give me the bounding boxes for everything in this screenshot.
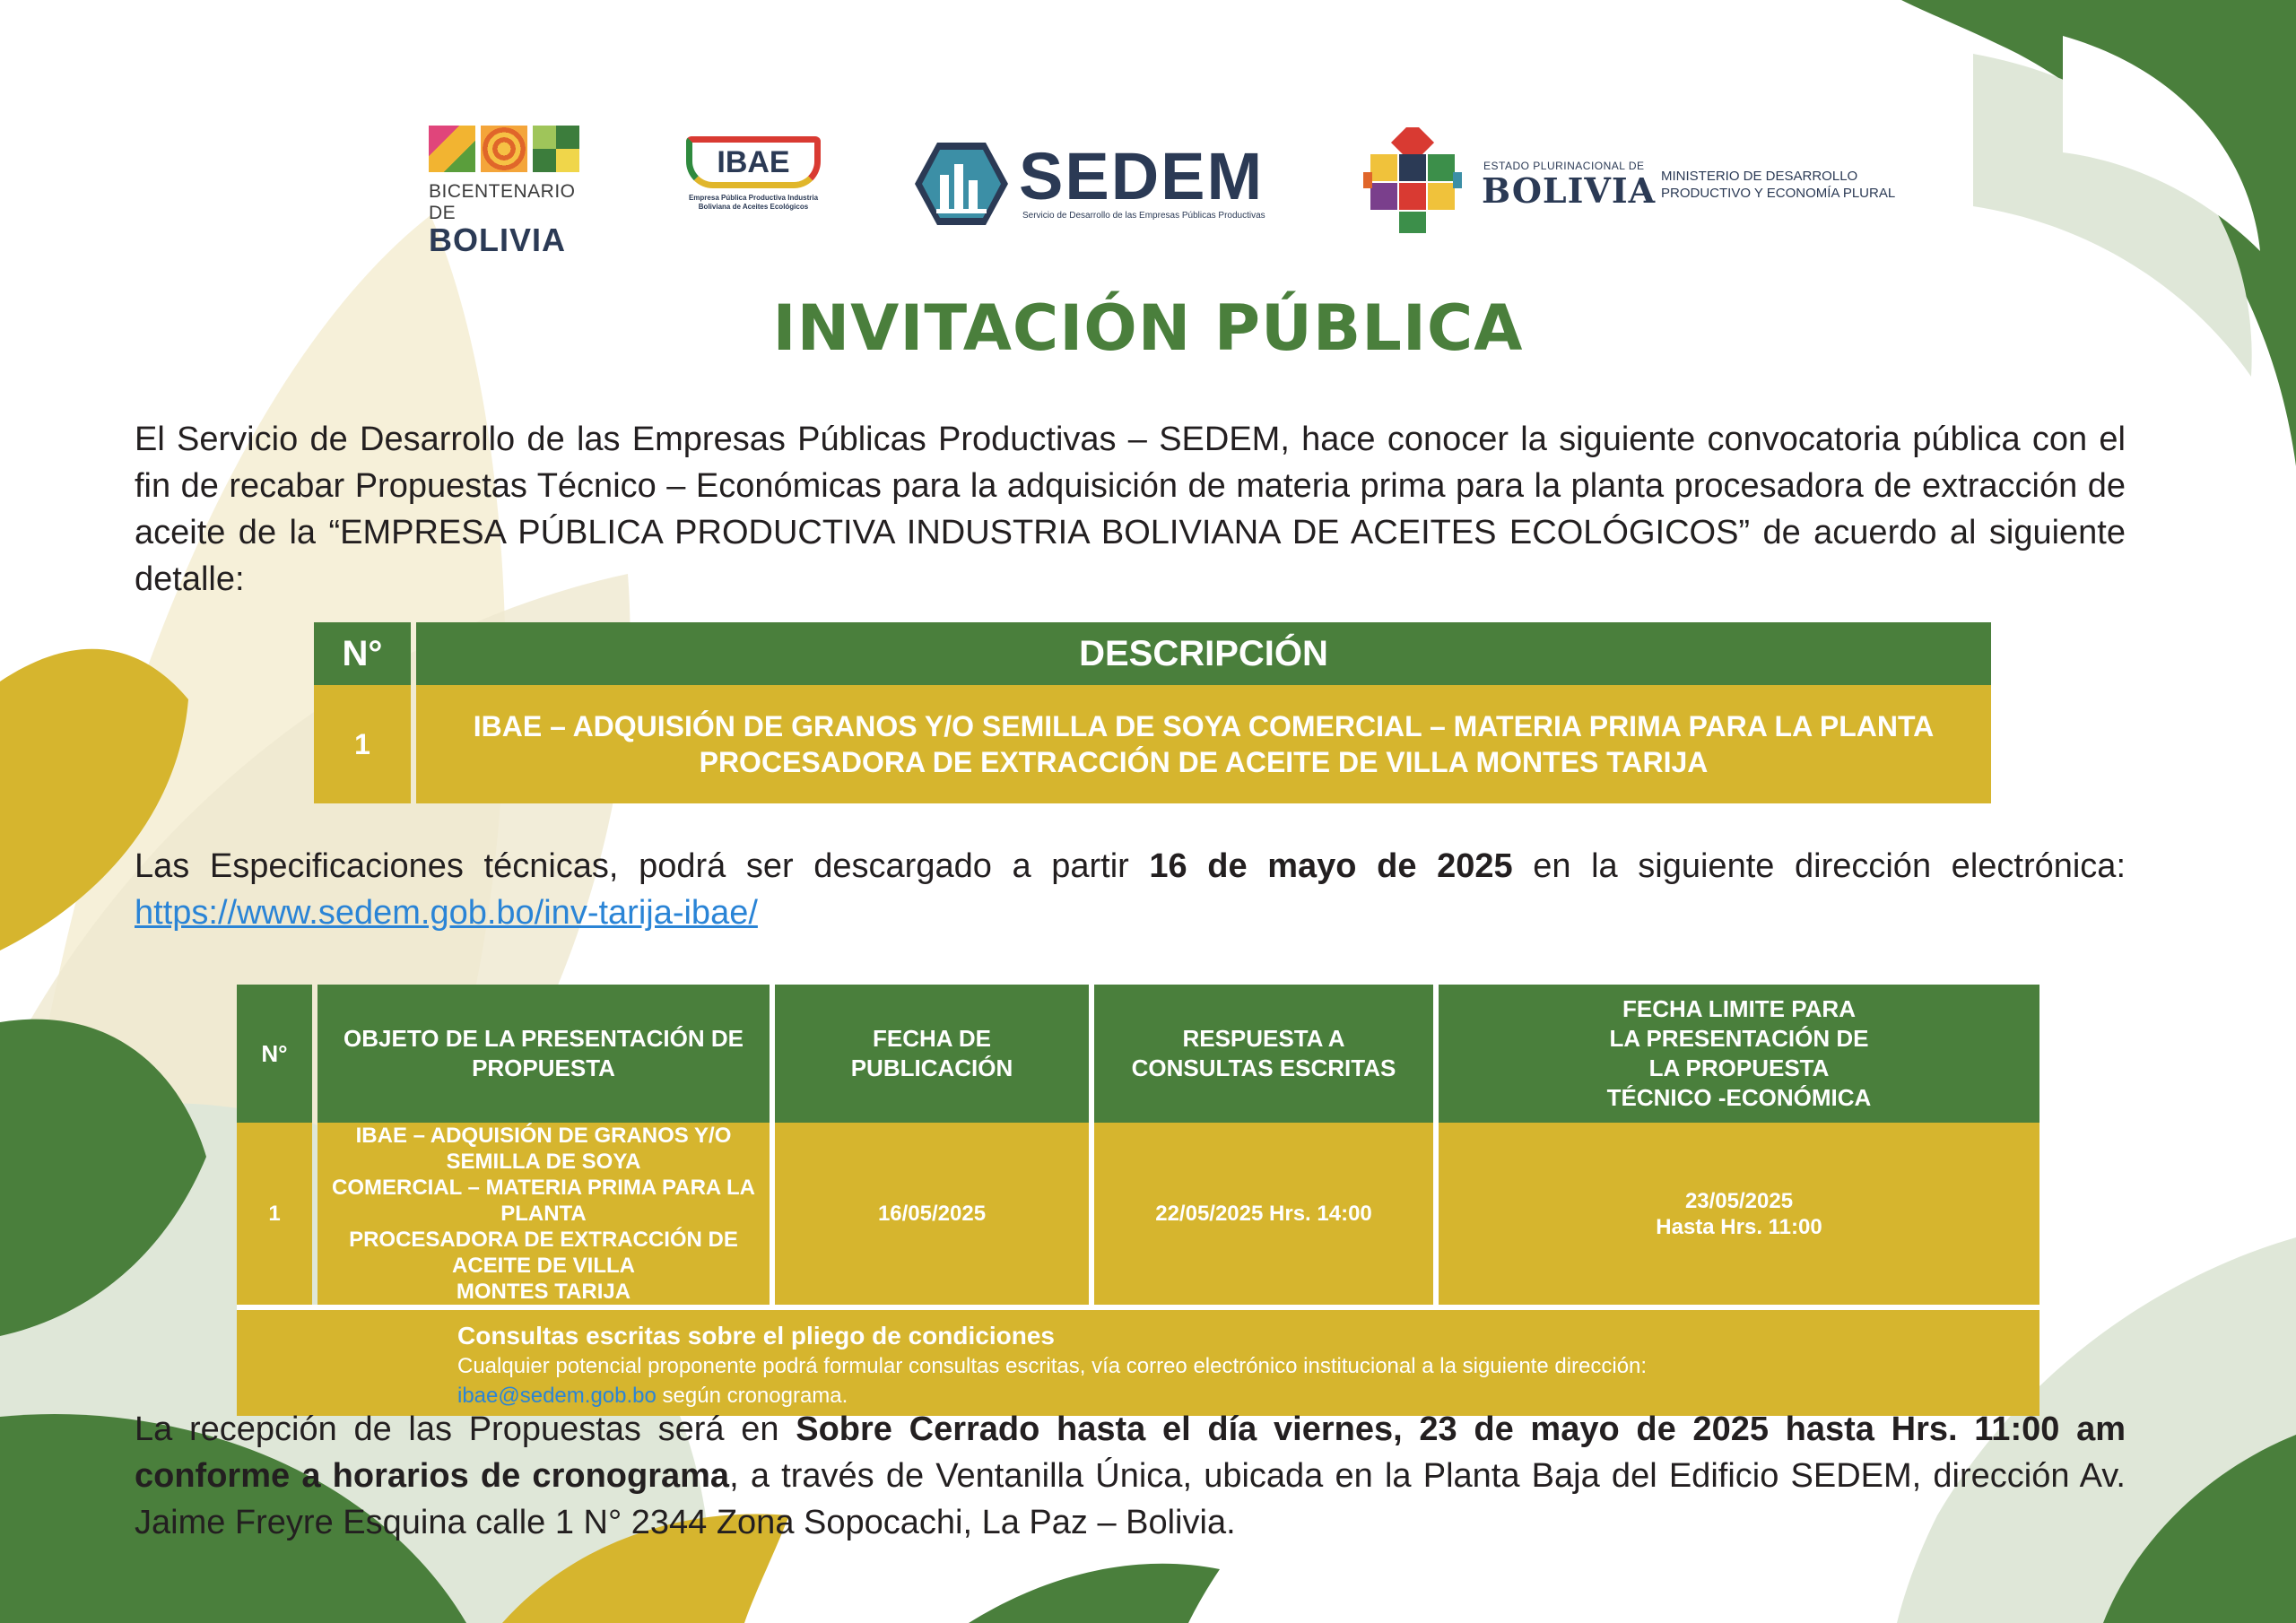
ibae-word: IBAE (717, 144, 790, 179)
row-object-line-4: MONTES TARIJA (456, 1280, 631, 1304)
consultas-tail: según cronograma. (656, 1384, 848, 1408)
consultas-row (237, 1305, 2039, 1416)
reception-text-1: La recepción de las Propuestas será en (135, 1410, 796, 1448)
header-publication-date (775, 985, 1089, 1123)
row-number: 1 (314, 685, 411, 803)
header-number: N° (314, 622, 411, 685)
row-number: 1 (237, 1123, 312, 1305)
header-publication-date-line-2: PUBLICACIÓN (850, 1055, 1013, 1081)
sedem-logo (913, 139, 1317, 233)
row-deadline-time: Hasta Hrs. 11:00 (1656, 1214, 1822, 1239)
spec-text-after: en la siguiente dirección electrónica: (1512, 847, 2126, 885)
consultas-cell (237, 1305, 2039, 1416)
ibae-subtitle (682, 194, 825, 212)
header-object: OBJETO DE LA PRESENTACIÓN DE PROPUESTA (317, 985, 770, 1123)
consultas-body: Cualquier potencial proponente podrá formular consultas escritas, vía correo electrónico institucional a la siguiente dirección: (457, 1354, 1648, 1378)
header-written-answers-line-1: RESPUESTA A (1182, 1025, 1345, 1052)
consultas-email-link[interactable]: ibae@sedem.gob.bo (457, 1384, 657, 1408)
row-deadline (1439, 1123, 2039, 1305)
description-table-header (314, 622, 1991, 685)
reception-paragraph (135, 1406, 2126, 1546)
header-written-answers-line-2: CONSULTAS ESCRITAS (1131, 1055, 1396, 1081)
row-description (416, 685, 1991, 803)
bolivia-mosaic-icon (1363, 127, 1462, 233)
reception-bold: Sobre Cerrado hasta el día viernes, 23 de mayo de 2025 hasta Hrs. 11:00 am conforme a horarios de cronograma (135, 1410, 2126, 1495)
spec-download-link[interactable]: https://www.sedem.gob.bo/inv-tarija-ibae/ (135, 894, 758, 932)
bolivia-state-label: ESTADO PLURINACIONAL DE (1483, 160, 1645, 172)
header-deadline-line-2: LA PRESENTACIÓN DE (1609, 1025, 1869, 1052)
row-description-line-1: IBAE – ADQUISIÓN DE GRANOS Y/O SEMILLA DE SOYA COMERCIAL – MATERIA PRIMA PARA LA PLANTA (473, 710, 1935, 742)
header-publication-date-line-1: FECHA DE (873, 1025, 991, 1052)
bolivia-ministry-logo (1363, 127, 1901, 235)
row-object (317, 1123, 770, 1305)
description-table (309, 622, 1996, 803)
ibae-subtitle-line-2: Boliviana de Aceites Ecológicos (698, 203, 809, 211)
consultas-title: Consultas escritas sobre el pliego de condiciones (457, 1322, 1055, 1350)
specifications-paragraph (135, 843, 2126, 936)
row-object-line-1: IBAE – ADQUISIÓN DE GRANOS Y/O SEMILLA DE SOYA (355, 1124, 732, 1174)
page-title: INVITACIÓN PÚBLICA (772, 291, 1524, 365)
header-deadline-line-1: FECHA LIMITE PARA (1622, 995, 1856, 1022)
ministry-name (1661, 168, 1895, 202)
spec-text-before: Las Especificaciones técnicas, podrá ser descargado a partir (135, 847, 1150, 885)
header-written-answers (1094, 985, 1433, 1123)
bicentenario-text-top: BICENTENARIO DE (429, 181, 576, 223)
sedem-hexagon-icon (913, 139, 1010, 229)
bicentenario-logo (429, 126, 586, 258)
ministry-line-2: PRODUCTIVO Y ECONOMÍA PLURAL (1661, 186, 1896, 201)
sedem-word: SEDEM (1019, 139, 1265, 213)
row-written-answers: 22/05/2025 Hrs. 14:00 (1094, 1123, 1433, 1305)
header-deadline (1439, 985, 2039, 1123)
ministry-line-1: MINISTERIO DE DESARROLLO (1661, 169, 1858, 184)
bicentenario-square-3 (533, 126, 579, 172)
reception-text-2: , a través de Ventanilla Única, ubicada en la Planta Baja del Edificio SEDEM, dirección Av. Jaime Freyre Esquina calle 1 N° 2344 Zona Sopocachi, La Paz – Bolivia. (135, 1457, 2126, 1541)
table-row (237, 1123, 2039, 1305)
ibae-subtitle-line-1: Empresa Pública Productiva Industria (688, 194, 819, 202)
header-deadline-line-3: LA PROPUESTA (1648, 1055, 1830, 1081)
ibae-badge (686, 136, 821, 188)
bicentenario-square-1 (429, 126, 475, 172)
schedule-table (231, 985, 2045, 1416)
header-deadline-line-4: TÉCNICO -ECONÓMICA (1606, 1084, 1872, 1111)
sedem-subtitle: Servicio de Desarrollo de las Empresas Públicas Productivas (1022, 211, 1265, 221)
row-object-line-3: PROCESADORA DE EXTRACCIÓN DE ACEITE DE VILLA (349, 1228, 738, 1278)
bicentenario-square-2 (481, 126, 527, 172)
schedule-table-header (237, 985, 2039, 1123)
intro-paragraph: El Servicio de Desarrollo de las Empresas Públicas Productivas – SEDEM, hace conocer la siguiente convocatoria pública con el fin de recabar Propuestas Técnico – Económicas para la adquisición de materia prima para la planta procesadora de extracción de aceite de la “EMPRESA PÚBLICA PRODUCTIVA INDUSTRIA BOLIVIANA DE ACEITES ECOLÓGICOS” de acuerdo al siguiente detalle: (135, 421, 2126, 598)
row-description-line-2: PROCESADORA DE EXTRACCIÓN DE ACEITE DE VILLA MONTES TARIJA (699, 746, 1709, 778)
header-description: DESCRIPCIÓN (416, 622, 1991, 685)
spec-date: 16 de mayo de 2025 (1149, 847, 1513, 885)
row-object-line-2: COMERCIAL – MATERIA PRIMA PARA LA PLANTA (332, 1176, 755, 1226)
row-publication-date: 16/05/2025 (775, 1123, 1089, 1305)
bolivia-word: BOLIVIA (1482, 170, 1657, 211)
row-deadline-date: 23/05/2025 (1684, 1188, 1794, 1213)
table-row (314, 685, 1991, 803)
header-number: N° (237, 985, 312, 1123)
bicentenario-text-main: BOLIVIA (429, 221, 567, 258)
consultas-content (237, 1315, 2039, 1410)
ibae-logo (682, 136, 825, 244)
